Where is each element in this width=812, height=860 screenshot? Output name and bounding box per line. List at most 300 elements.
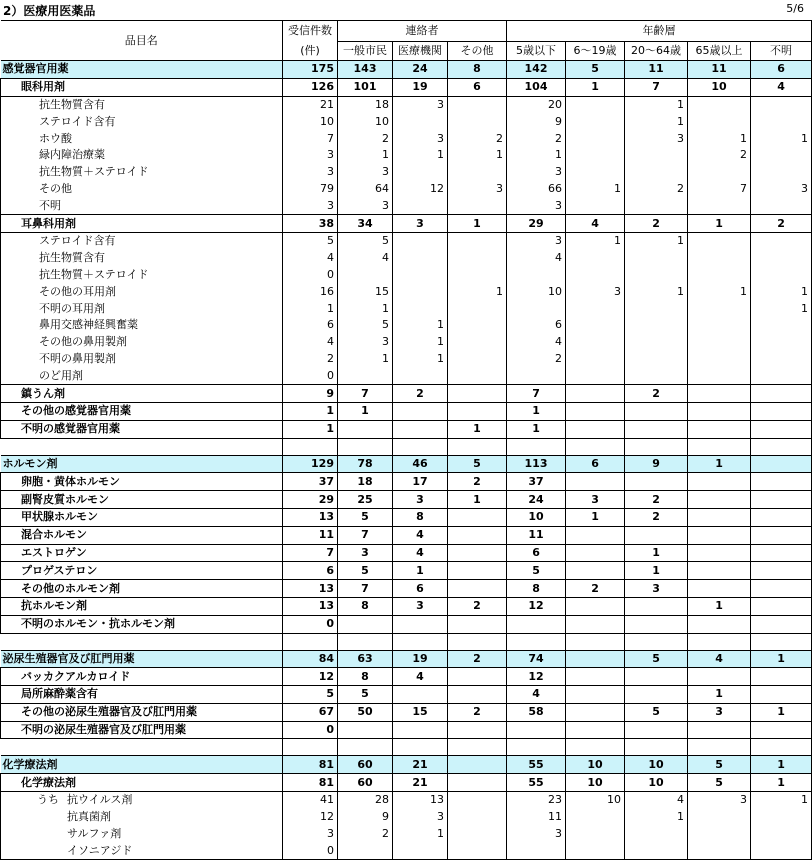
value-cell-age-20-64: 2	[625, 508, 688, 526]
value-cell-contact-medical: 15	[393, 703, 448, 721]
value-cell-count: 6	[283, 317, 338, 334]
header-contact-group: 連絡者	[338, 21, 507, 42]
value-cell-age-under5: 1	[507, 147, 566, 164]
value-cell-contact-medical	[393, 842, 448, 859]
value-cell-contact-medical: 4	[393, 526, 448, 544]
item-name-cell	[1, 300, 283, 317]
header-age-group: 年齢層	[507, 21, 812, 42]
value-cell-age-6-19	[566, 420, 625, 438]
value-cell-age-unknown	[751, 597, 812, 615]
value-cell-age-under5	[507, 367, 566, 384]
table-row	[1, 130, 812, 147]
value-cell-contact-public	[338, 367, 393, 384]
section-title: 2）医療用医薬品	[3, 4, 96, 18]
value-cell-age-65plus: 7	[688, 181, 751, 198]
item-name-cell	[1, 164, 283, 181]
value-cell-age-under5: 4	[507, 334, 566, 351]
item-name: 化学療法剤	[21, 775, 76, 789]
value-cell-contact-medical: 1	[393, 334, 448, 351]
value-cell-age-unknown: 1	[751, 774, 812, 792]
item-name-cell	[1, 113, 283, 130]
value-cell-contact-other: 1	[448, 420, 507, 438]
prefix-label: うち	[37, 793, 59, 807]
value-cell-contact-public	[338, 420, 393, 438]
item-name-cell	[1, 633, 283, 650]
value-cell-count: 9	[283, 385, 338, 403]
item-name: 抗生物質含有	[39, 97, 105, 111]
value-cell-age-6-19: 2	[566, 580, 625, 598]
value-cell-contact-medical	[393, 113, 448, 130]
value-cell-age-under5: 3	[507, 164, 566, 181]
value-cell-age-unknown: 1	[751, 703, 812, 721]
item-name-cell	[1, 668, 283, 686]
value-cell-age-65plus: 3	[688, 703, 751, 721]
subcategory-row	[1, 774, 812, 792]
value-cell-contact-public: 64	[338, 181, 393, 198]
value-cell-age-under5	[507, 615, 566, 633]
value-cell-age-unknown: 1	[751, 300, 812, 317]
value-cell-contact-public: 50	[338, 703, 393, 721]
item-name-cell	[1, 232, 283, 249]
value-cell-count: 175	[283, 61, 338, 79]
value-cell-age-20-64: 2	[625, 385, 688, 403]
item-name-cell	[1, 842, 283, 859]
value-cell-age-unknown: 6	[751, 61, 812, 79]
value-cell-contact-medical	[393, 438, 448, 455]
value-cell-age-under5: 7	[507, 385, 566, 403]
item-name: その他の感覚器官用薬	[21, 404, 131, 418]
value-cell-contact-public	[338, 739, 393, 756]
value-cell-age-unknown	[751, 113, 812, 130]
header-contact-medical: 医療機関	[393, 42, 448, 61]
value-cell-age-65plus: 11	[688, 61, 751, 79]
value-cell-contact-medical: 3	[393, 96, 448, 113]
value-cell-contact-public: 1	[338, 300, 393, 317]
value-cell-contact-medical: 17	[393, 473, 448, 491]
value-cell-age-under5: 2	[507, 130, 566, 147]
value-cell-contact-medical	[393, 420, 448, 438]
value-cell-contact-other: 8	[448, 61, 507, 79]
value-cell-age-under5: 6	[507, 544, 566, 562]
value-cell-contact-medical: 19	[393, 650, 448, 668]
value-cell-count: 5	[283, 686, 338, 704]
value-cell-age-unknown	[751, 420, 812, 438]
value-cell-age-6-19: 1	[566, 181, 625, 198]
value-cell-age-20-64	[625, 526, 688, 544]
value-cell-age-under5	[507, 739, 566, 756]
item-name-cell	[1, 826, 283, 843]
value-cell-contact-public: 25	[338, 491, 393, 509]
value-cell-age-under5: 3	[507, 197, 566, 214]
table-row	[1, 283, 812, 300]
value-cell-contact-medical: 1	[393, 826, 448, 843]
table-body	[1, 61, 812, 860]
value-cell-contact-other: 1	[448, 147, 507, 164]
value-cell-age-65plus	[688, 164, 751, 181]
header-count: 受信件数	[283, 21, 338, 42]
item-name-cell	[1, 455, 283, 473]
value-cell-age-6-19	[566, 721, 625, 739]
subcategory-row	[1, 597, 812, 615]
value-cell-age-unknown: 1	[751, 650, 812, 668]
value-cell-contact-public: 3	[338, 197, 393, 214]
blank-row	[1, 633, 812, 650]
item-name-cell	[1, 650, 283, 668]
value-cell-age-unknown	[751, 809, 812, 826]
value-cell-contact-other	[448, 615, 507, 633]
item-name-cell	[1, 703, 283, 721]
value-cell-count: 11	[283, 526, 338, 544]
table-row	[1, 842, 812, 859]
subcategory-row	[1, 686, 812, 704]
item-name-cell	[1, 544, 283, 562]
subcategory-row	[1, 580, 812, 598]
item-name-cell	[1, 756, 283, 774]
value-cell-age-unknown: 2	[751, 215, 812, 233]
value-cell-age-6-19	[566, 334, 625, 351]
item-name: 鎮うん剤	[21, 386, 65, 400]
value-cell-age-20-64: 5	[625, 703, 688, 721]
value-cell-contact-medical: 3	[393, 597, 448, 615]
item-name: ステロイド含有	[39, 114, 116, 128]
value-cell-age-unknown	[751, 580, 812, 598]
value-cell-age-6-19: 3	[566, 491, 625, 509]
value-cell-age-unknown	[751, 633, 812, 650]
item-name-cell	[1, 351, 283, 368]
value-cell-age-unknown	[751, 438, 812, 455]
value-cell-age-6-19: 3	[566, 283, 625, 300]
item-name: 泌尿生殖器官及び肛門用薬	[2, 651, 135, 665]
item-name-cell	[1, 385, 283, 403]
category-row	[1, 650, 812, 668]
item-name-cell	[1, 473, 283, 491]
subcategory-row	[1, 615, 812, 633]
value-cell-age-20-64	[625, 300, 688, 317]
item-name-cell	[1, 215, 283, 233]
value-cell-age-20-64	[625, 164, 688, 181]
item-name: 甲状腺ホルモン	[21, 510, 98, 524]
item-name: 抗生物質＋ステロイド	[39, 165, 149, 179]
value-cell-age-65plus: 5	[688, 756, 751, 774]
item-name-cell	[1, 438, 283, 455]
value-cell-age-unknown	[751, 842, 812, 859]
value-cell-age-under5: 24	[507, 491, 566, 509]
value-cell-age-65plus	[688, 615, 751, 633]
page-number: 5/6	[786, 2, 804, 15]
value-cell-age-unknown: 1	[751, 756, 812, 774]
value-cell-age-6-19	[566, 562, 625, 580]
item-name: 緑内障治療薬	[39, 148, 105, 162]
value-cell-count: 1	[283, 300, 338, 317]
value-cell-age-20-64: 1	[625, 96, 688, 113]
value-cell-contact-medical	[393, 739, 448, 756]
value-cell-count: 0	[283, 267, 338, 284]
value-cell-contact-medical	[393, 402, 448, 420]
item-name: 不明の鼻用製剤	[39, 351, 116, 365]
value-cell-count	[283, 633, 338, 650]
subcategory-row	[1, 508, 812, 526]
value-cell-age-6-19	[566, 597, 625, 615]
item-name-cell	[1, 181, 283, 198]
category-row	[1, 455, 812, 473]
value-cell-count: 1	[283, 402, 338, 420]
value-cell-contact-other: 2	[448, 473, 507, 491]
item-name-cell	[1, 197, 283, 214]
value-cell-age-20-64	[625, 420, 688, 438]
value-cell-age-6-19: 10	[566, 756, 625, 774]
value-cell-age-6-19	[566, 130, 625, 147]
item-name: 抗ウイルス剤	[67, 793, 133, 807]
value-cell-contact-public: 1	[338, 351, 393, 368]
value-cell-contact-other: 5	[448, 455, 507, 473]
value-cell-age-6-19: 1	[566, 232, 625, 249]
value-cell-count: 4	[283, 250, 338, 267]
value-cell-contact-medical: 21	[393, 774, 448, 792]
item-name-cell	[1, 283, 283, 300]
value-cell-count: 0	[283, 842, 338, 859]
item-name: 抗生物質＋ステロイド	[39, 267, 149, 281]
item-name: その他の鼻用製剤	[39, 335, 127, 349]
value-cell-age-20-64: 1	[625, 283, 688, 300]
value-cell-age-65plus	[688, 317, 751, 334]
value-cell-age-20-64: 7	[625, 78, 688, 96]
value-cell-age-under5: 74	[507, 650, 566, 668]
value-cell-age-65plus: 1	[688, 283, 751, 300]
table-row	[1, 826, 812, 843]
value-cell-count: 126	[283, 78, 338, 96]
value-cell-age-65plus	[688, 385, 751, 403]
value-cell-contact-public: 1	[338, 147, 393, 164]
value-cell-count: 13	[283, 508, 338, 526]
value-cell-age-unknown: 1	[751, 130, 812, 147]
value-cell-age-6-19	[566, 650, 625, 668]
value-cell-count: 10	[283, 113, 338, 130]
value-cell-contact-other	[448, 809, 507, 826]
value-cell-contact-public: 28	[338, 792, 393, 809]
value-cell-age-65plus	[688, 633, 751, 650]
value-cell-age-20-64: 4	[625, 792, 688, 809]
value-cell-contact-medical: 3	[393, 130, 448, 147]
table-row	[1, 197, 812, 214]
item-name: 局所麻酔薬含有	[21, 687, 98, 701]
value-cell-age-65plus	[688, 300, 751, 317]
value-cell-contact-public: 5	[338, 562, 393, 580]
header-contact-other: その他	[448, 42, 507, 61]
value-cell-age-6-19	[566, 703, 625, 721]
item-name: ホルモン剤	[2, 456, 58, 470]
blank-row	[1, 438, 812, 455]
value-cell-age-6-19	[566, 842, 625, 859]
value-cell-contact-medical	[393, 367, 448, 384]
value-cell-contact-public: 15	[338, 283, 393, 300]
category-row	[1, 61, 812, 79]
value-cell-contact-medical	[393, 197, 448, 214]
header-age-6-19: 6～19歳	[566, 42, 625, 61]
value-cell-contact-other: 6	[448, 78, 507, 96]
value-cell-age-20-64: 3	[625, 130, 688, 147]
value-cell-age-65plus	[688, 842, 751, 859]
value-cell-age-65plus	[688, 267, 751, 284]
header-age-unknown: 不明	[751, 42, 812, 61]
item-name-cell	[1, 615, 283, 633]
value-cell-age-65plus	[688, 250, 751, 267]
table-row	[1, 232, 812, 249]
subcategory-row	[1, 526, 812, 544]
item-name: エストロゲン	[21, 545, 87, 559]
value-cell-contact-medical: 19	[393, 78, 448, 96]
value-cell-age-6-19	[566, 367, 625, 384]
value-cell-age-under5	[507, 842, 566, 859]
value-cell-age-6-19	[566, 526, 625, 544]
item-name-cell	[1, 367, 283, 384]
value-cell-age-unknown	[751, 615, 812, 633]
value-cell-age-20-64	[625, 615, 688, 633]
value-cell-age-6-19	[566, 96, 625, 113]
value-cell-age-6-19	[566, 615, 625, 633]
value-cell-contact-other: 1	[448, 283, 507, 300]
value-cell-age-65plus: 2	[688, 147, 751, 164]
value-cell-age-6-19: 1	[566, 78, 625, 96]
value-cell-contact-other	[448, 438, 507, 455]
value-cell-age-20-64	[625, 334, 688, 351]
item-name: のど用剤	[39, 368, 83, 382]
subcategory-row	[1, 473, 812, 491]
value-cell-age-under5: 20	[507, 96, 566, 113]
value-cell-contact-other	[448, 562, 507, 580]
value-cell-contact-public: 78	[338, 455, 393, 473]
header-count-unit: (件)	[283, 42, 338, 61]
value-cell-contact-other	[448, 197, 507, 214]
value-cell-contact-other: 3	[448, 181, 507, 198]
item-name-cell	[1, 250, 283, 267]
value-cell-count: 16	[283, 283, 338, 300]
value-cell-age-20-64: 10	[625, 756, 688, 774]
value-cell-age-20-64: 2	[625, 181, 688, 198]
value-cell-contact-other	[448, 526, 507, 544]
value-cell-age-unknown	[751, 686, 812, 704]
value-cell-contact-other	[448, 385, 507, 403]
value-cell-age-unknown	[751, 455, 812, 473]
value-cell-count: 5	[283, 232, 338, 249]
item-name-cell	[1, 526, 283, 544]
value-cell-age-under5: 10	[507, 508, 566, 526]
value-cell-age-under5: 11	[507, 526, 566, 544]
value-cell-age-6-19	[566, 385, 625, 403]
value-cell-age-65plus	[688, 491, 751, 509]
value-cell-age-under5: 37	[507, 473, 566, 491]
value-cell-age-65plus: 5	[688, 774, 751, 792]
value-cell-count: 21	[283, 96, 338, 113]
item-name-cell	[1, 597, 283, 615]
item-name: その他	[39, 181, 72, 195]
value-cell-age-65plus: 1	[688, 455, 751, 473]
item-name-cell	[1, 721, 283, 739]
value-cell-age-65plus	[688, 826, 751, 843]
table-row	[1, 334, 812, 351]
value-cell-contact-other	[448, 721, 507, 739]
item-name: 眼科用剤	[21, 80, 65, 94]
value-cell-contact-medical: 6	[393, 580, 448, 598]
value-cell-count: 0	[283, 721, 338, 739]
value-cell-contact-medical: 3	[393, 215, 448, 233]
value-cell-contact-other	[448, 580, 507, 598]
value-cell-contact-public: 3	[338, 334, 393, 351]
item-name: 卵胞・黄体ホルモン	[21, 474, 120, 488]
subcategory-row	[1, 402, 812, 420]
value-cell-age-65plus	[688, 232, 751, 249]
header-item-name: 品目名	[1, 21, 283, 61]
value-cell-age-65plus	[688, 739, 751, 756]
value-cell-contact-other	[448, 317, 507, 334]
value-cell-age-unknown	[751, 668, 812, 686]
value-cell-age-65plus	[688, 438, 751, 455]
value-cell-age-unknown: 1	[751, 792, 812, 809]
value-cell-age-20-64	[625, 438, 688, 455]
value-cell-age-65plus: 1	[688, 215, 751, 233]
value-cell-contact-other: 2	[448, 130, 507, 147]
item-name-cell	[1, 562, 283, 580]
value-cell-age-65plus: 1	[688, 597, 751, 615]
value-cell-count: 7	[283, 130, 338, 147]
value-cell-contact-public	[338, 633, 393, 650]
table-row	[1, 792, 812, 809]
value-cell-age-20-64: 9	[625, 455, 688, 473]
value-cell-age-unknown	[751, 402, 812, 420]
subcategory-row	[1, 385, 812, 403]
value-cell-contact-other	[448, 756, 507, 774]
value-cell-contact-public: 7	[338, 385, 393, 403]
value-cell-age-under5	[507, 438, 566, 455]
subcategory-row	[1, 721, 812, 739]
value-cell-count: 29	[283, 491, 338, 509]
value-cell-count: 38	[283, 215, 338, 233]
item-name: イソニアジド	[67, 843, 133, 857]
value-cell-contact-public	[338, 721, 393, 739]
item-name: サルファ剤	[67, 827, 122, 841]
value-cell-age-under5: 58	[507, 703, 566, 721]
value-cell-contact-other	[448, 508, 507, 526]
value-cell-age-6-19	[566, 686, 625, 704]
value-cell-age-20-64: 1	[625, 232, 688, 249]
value-cell-age-65plus	[688, 580, 751, 598]
subcategory-row	[1, 703, 812, 721]
value-cell-age-under5: 113	[507, 455, 566, 473]
value-cell-contact-medical: 24	[393, 61, 448, 79]
value-cell-age-6-19: 5	[566, 61, 625, 79]
value-cell-age-65plus	[688, 402, 751, 420]
value-cell-contact-public: 5	[338, 508, 393, 526]
value-cell-age-under5: 4	[507, 250, 566, 267]
header-age-20-64: 20～64歳	[625, 42, 688, 61]
value-cell-age-unknown	[751, 526, 812, 544]
value-cell-age-20-64	[625, 597, 688, 615]
value-cell-age-6-19	[566, 438, 625, 455]
item-name: 不明のホルモン・抗ホルモン剤	[21, 617, 175, 631]
value-cell-contact-public: 143	[338, 61, 393, 79]
value-cell-contact-medical: 21	[393, 756, 448, 774]
value-cell-contact-medical	[393, 250, 448, 267]
value-cell-age-6-19	[566, 113, 625, 130]
value-cell-count: 3	[283, 826, 338, 843]
value-cell-age-20-64	[625, 147, 688, 164]
value-cell-age-unknown	[751, 544, 812, 562]
value-cell-contact-public: 5	[338, 686, 393, 704]
value-cell-count: 12	[283, 668, 338, 686]
value-cell-contact-public	[338, 267, 393, 284]
value-cell-contact-other	[448, 668, 507, 686]
value-cell-contact-public: 2	[338, 130, 393, 147]
subcategory-row	[1, 562, 812, 580]
